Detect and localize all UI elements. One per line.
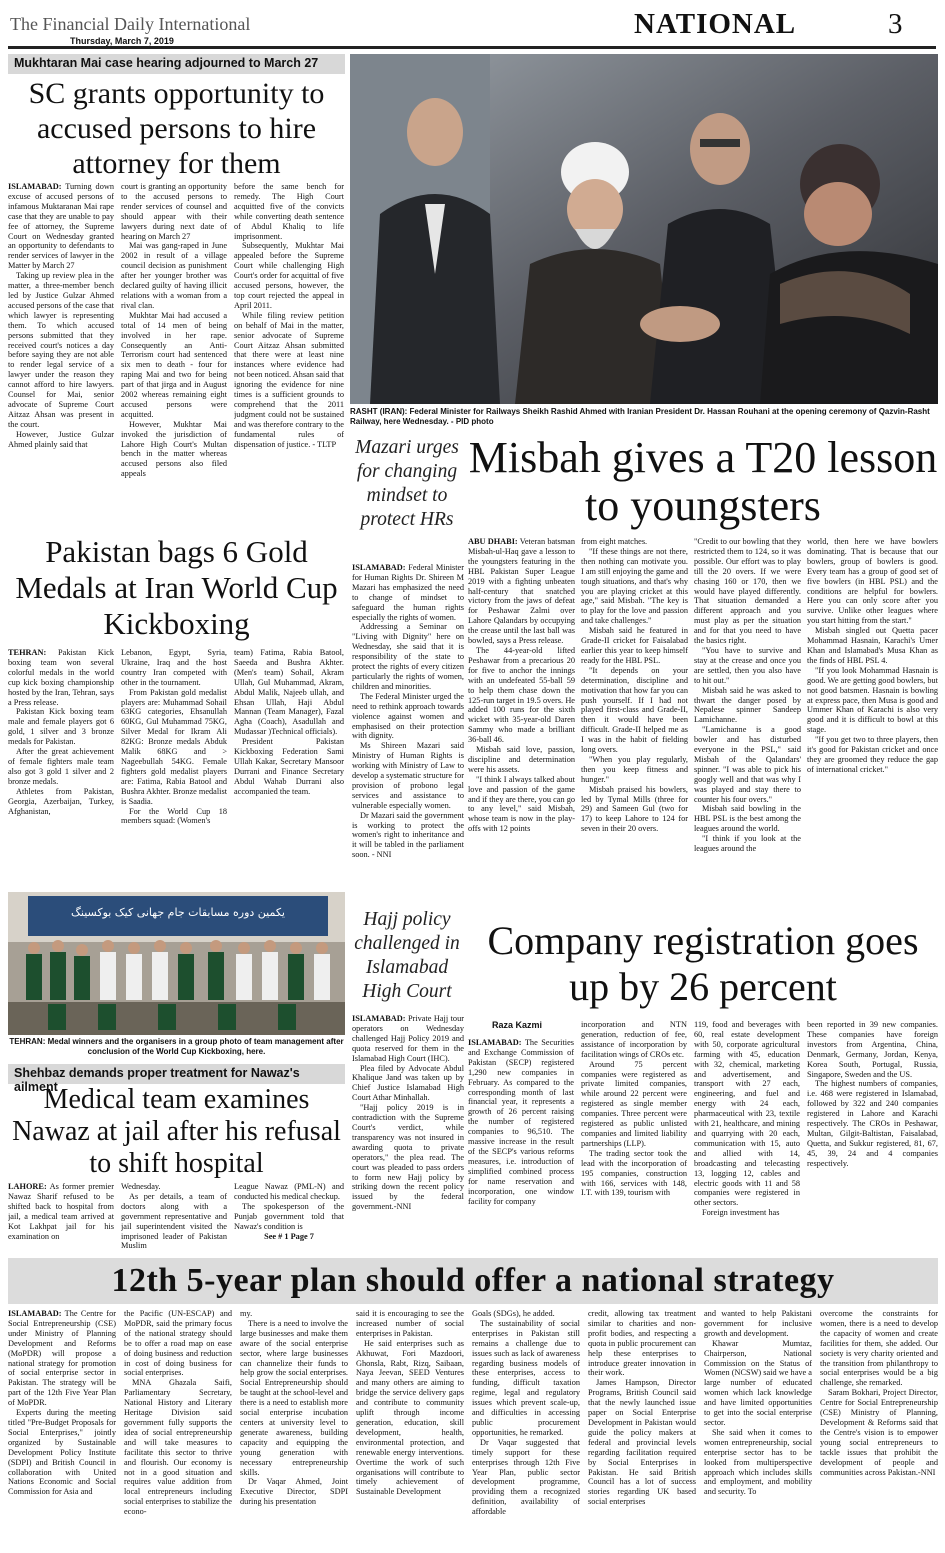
company-headline: Company registration goes up by 26 percent xyxy=(487,918,919,1009)
paragraph: Khawar Mumtaz, Chairperson, National Commission on the Status of Women (NCSW) said we have a large number of educated women which lack knowledge and have limited opportunities to get into the social enterprise sector. xyxy=(704,1338,812,1427)
paragraph: "When you play regularly, then you keep fitness and hunger." xyxy=(581,754,688,784)
kickboxing-col-2 xyxy=(121,648,227,886)
paragraph: and wanted to help Pakistani government for inclusive growth and development. xyxy=(704,1309,812,1338)
see-more-link[interactable]: See # 1 Page 7 xyxy=(264,1231,314,1241)
company-byline: Raza Kazmi xyxy=(492,1020,543,1030)
paragraph: "If you look Mohammad Hasnain is good. We are getting good bowlers, but not good batsmen. Hasnain is bowling at express pace, then Musa is good and Ummer Khan of Karachi is also very good and it is difficult to bowl at this stage. xyxy=(807,665,938,735)
company-dateline: ISLAMABAD: xyxy=(468,1038,522,1047)
sc-headline: SC grants opportunity to accused persons to hire attorney for them xyxy=(28,77,325,180)
paragraph: Wednesday. xyxy=(121,1182,161,1191)
paragraph: before the same bench for remedy. The High Court acquitted five of the convicts while converting death sentence of Abdul Khaliq to life imprisonment. xyxy=(234,182,344,241)
page-number: 3 xyxy=(888,8,903,40)
issue-date: Thursday, March 7, 2019 xyxy=(70,36,174,46)
kickboxing-banner-text: یکمین دوره مسابقات جام جهانی کیک بوکسینگ xyxy=(71,906,285,919)
paragraph: Goals (SDGs), he added. xyxy=(472,1309,555,1318)
paragraph: Mai was gang-raped in June 2002 in result of a village council decision as punishment after her younger brother was declared guilty of having illicit relations with a woman from a rival clan. xyxy=(121,241,227,310)
paragraph: Addressing a Seminar on "Living with Dignity" here on Wednesday, she said that it is responsibility of the state to protect the rights of every citizen particularly the rights of women, children and minorities. xyxy=(352,622,464,691)
paragraph: Taking up review plea in the matter, a three-member bench led by Justice Gulzar Ahmed accused persons of the case that which lawyer is representing them. To which accused persons submitted that they received court's notices a day before saying they are not able to render legal service of a lawyer under the reason they cannot afford to hire lawyers. Counsel for Mai, senior advocate of Supreme Court Aitzaz Ahsan was present in the court. xyxy=(8,271,114,429)
company-col-3 xyxy=(694,1020,800,1252)
paragraph: Pakistan Kick boxing team male and female players got 6 gold, 1 silver and 3 bronze medals for Pakistan. xyxy=(8,707,114,747)
paper-name: The Financial Daily International xyxy=(10,14,251,34)
paragraph: Misbah praised his bowlers, led by Tymal Mills (three for 29) and Sameen Gul (two for 17) to keep Lahore to 124 for seven in their 20 overs. xyxy=(581,784,688,834)
paragraph: Misbah said love, passion, discipline and determination were his assets. xyxy=(468,745,575,774)
nawaz-col-2 xyxy=(121,1182,227,1252)
kickboxing-headline: Pakistan bags 6 Gold Medals at Iran World Cup Kickboxing xyxy=(15,534,338,641)
paragraph: Turning down excuse of accused persons of infamous Muktaranan Mai rape case that they are unable to pay fee of attorney, the Supreme Court on Wednesday granted an opportunity to defendants to render services of lawyer in the Matter by March 27 xyxy=(8,182,114,271)
paragraph: Federal Minister for Human Rights Dr. Shireen M Mazari has emphasized the need to change of mindset to safeguard the human rights especially the rights of women. xyxy=(352,563,464,622)
paragraph: However, Justice Gulzar Ahmed plainly said that xyxy=(8,429,114,449)
paragraph: Misbah said bowling in the HBL PSL is the best among the leagues around the world. xyxy=(694,804,801,834)
paragraph: President Pakistan Kickboxing Federation Sami Ullah Kakar, Secretary Mansoor Durrani and Finance Secretary Abdul Wahab Durrani also accompanied the team. xyxy=(234,737,344,796)
paragraph: "It depends on your determination, discipline and motivation that how far you can push yourself. If I had not played first-class and Grade-II, then it would have been difficult. Grade-II helped me as I was in the habit of fielding long overs. xyxy=(581,665,688,755)
paragraph: As per details, a team of doctors along with a government representative and jail superintendent visited the imprisoned leader of Pakistan Muslim xyxy=(121,1191,227,1251)
nawaz-kicker: Shehbaz demands proper treatment for Nawaz's ailment xyxy=(8,1064,345,1084)
paragraph: She said when it comes to women entrepreneurship, social enterprise sector has to be looked from multiperspective approach which includes skills and employment, and mobility and security. To xyxy=(704,1427,812,1497)
nawaz-col-3 xyxy=(234,1182,344,1252)
kickboxing-col-3 xyxy=(234,648,344,886)
paragraph: "I think if you look at the leagues around the xyxy=(694,834,801,854)
mazari-headline: Mazari urges for changing mindset to protect HRs xyxy=(355,437,459,530)
plan-headline: 12th 5-year plan should offer a national strategy xyxy=(111,1262,835,1299)
paragraph: been reported in 39 new companies. These companies have foreign investors from Argentina, China, Denmark, Germany, Jordan, Kenya, Korea South, Portugal, Russia, Singapore, Sweden and the US. xyxy=(807,1020,938,1079)
misbah-col-2 xyxy=(581,537,688,909)
kickboxing-photo-caption: TEHRAN: Medal winners and the organisers in a group photo of team management after conclusion of the World Cup Kickboxing, here. xyxy=(9,1037,344,1056)
sc-col-2 xyxy=(121,182,227,528)
paragraph: from eight matches. xyxy=(581,537,648,546)
paragraph: Pakistan Kick boxing team won several colorful medals in the world cup kick boxing championship hosted by the Iran, Tehran, says a Press release. xyxy=(8,648,114,707)
hajj-body xyxy=(352,1014,464,1244)
plan-col-5 xyxy=(472,1309,580,1549)
paragraph: The highest numbers of companies, i.e. 468 were registered in Islamabad, followed by 322 and 240 companies registered in Lahore and Karachi respectively. The CROs in Peshawar, Multan, Gilgit-Baltistan, Faisalabad, Quetta, and Sukkur registered, 81, 67, 45, 39, 24 and 4 companies respectively. xyxy=(807,1079,938,1168)
company-col-4 xyxy=(807,1020,938,1252)
misbah-col-1 xyxy=(468,537,575,909)
sc-col-1 xyxy=(8,182,114,528)
paragraph: Misbah singled out Quetta pacer Mohammad Hasnain, Karachi's Umer Khan and Islamabad's Musa Khan as the finds of HBL PSL 4. xyxy=(807,626,938,665)
paragraph: Private Hajj tour operators on Wednesday challenged Hajj Policy 2019 and quota reserved for them in the Islamabad High Court (IHC). xyxy=(352,1014,464,1063)
paragraph: the Pacific (UN-ESCAP) and MoPDR, said the primary focus of the national strategy should be to offer a road map on ease of doing business and reduction in cost of doing business for social enterprises. xyxy=(124,1309,232,1378)
plan-col-3 xyxy=(240,1309,348,1549)
nawaz-col-1 xyxy=(8,1182,114,1252)
nawaz-headline: Medical team examines Nawaz at jail after his refusal to shift hospital xyxy=(12,1084,341,1179)
paragraph: Veteran batsman Misbah-ul-Haq gave a lesson to the youngsters featuring in the HBL Pakistan Super League 2019 with a fighting unbeaten half-century that snatched victory from the jaws of defeat for Peshawar Zalmi over Lahore Qalandars by occupying the crease until the last ball was bowled, says a Press release. xyxy=(468,537,575,646)
plan-col-8 xyxy=(820,1309,938,1549)
paragraph: He said enterprises such as Akhuwat, Fori Mazdoori, Ghonsla, Rabt, Rizq, Saibaan, Naya Jeevan, SEED Ventures and many others are aiming to bridge the service delivery gaps and contribute to community uplift through income generation, education, skill development, health, environmental protection, and renewable energy interventions. Overtime the work of such organisations will contribute to timely achievement of Sustainable Development xyxy=(356,1338,464,1497)
misbah-headline: Misbah gives a T20 lesson to youngsters xyxy=(468,433,938,530)
mazari-body xyxy=(352,563,464,898)
paragraph: Around 75 percent companies were registered as private limited companies, while around 22 percent were registered as single member companies. Three percent were registered as public unlisted companies and limited liability partnerships (LLP). xyxy=(581,1059,687,1148)
paragraph: "You have to survive and stay at the crease and once you are settled, then you also have to hit out." xyxy=(694,645,801,685)
rouhani-photo xyxy=(350,54,938,404)
sc-col-3 xyxy=(234,182,344,528)
plan-col-7 xyxy=(704,1309,812,1549)
paragraph: "If you get two to three players, then it's good for Pakistan cricket and once they are groomed they reduce the gap of international cricket." xyxy=(807,735,938,774)
paragraph: For the World Cup 18 members squad: (Women's xyxy=(121,806,227,826)
paragraph: Mukhtar Mai had accused a total of 14 men of being involved in her rape. Consequently an Anti-Terrorism court had sentenced six men to death - four for raping Mai and two for being part of that jirga and in August 2002 whereas remaining eight accused persons were acquitted. xyxy=(121,310,227,419)
paragraph: my. xyxy=(240,1309,253,1318)
paragraph: Subsequently, Mukhtar Mai appealed before the Supreme Court while challenging High Court's order for acquittal of five accused persons, however, the top court rejected the appeal in April 2011. xyxy=(234,241,344,310)
plan-col-1 xyxy=(8,1309,116,1549)
paragraph: credit, allowing tax treatment similar to charities and non-profit bodies, and respecting a quota in public procurement can help these enterprises to introduce greater innovation in their work. xyxy=(588,1309,696,1378)
section-name: NATIONAL xyxy=(634,8,797,40)
paragraph: 119, food and beverages with 60, real estate development with 50, corporate agricultural farming with 45, education with 32, chemical, marketing and advertisement, and transport with 27 each, engineering, and fuel and energy with 24 each, pharmaceutical with 23, textile with 21, healthcare, and mining and quarrying with 20 each, communication with 15, auto and allied with 14, broadcasting and telecasting 13, logging 12, cables and electric goods with 11 and 58 companies were registered in other sectors. xyxy=(694,1020,800,1208)
paragraph: Ms Shireen Mazari said Ministry of Human Rights is working with Ministry of Law to develop a systematic structure for provision of probono legal services and assistance to vulnerable especially women. xyxy=(352,741,464,810)
rouhani-photo-caption: RASHT (IRAN): Federal Minister for Railways Sheikh Rashid Ahmed with Iranian President Dr. Hassan Rouhani at the opening ceremony of Qazvin-Rasht Railway, here Wednesday. - PID photo xyxy=(350,407,930,426)
paragraph: James Hampson, Director Programs, British Council said that the newly launched issue paper on Social Enterprise Development in Pakistan would guide the policy makers at federal and provincial levels regarding facilitation required by Social Enterprises in Pakistan. He said British Council has a lot of success stories regarding UK based social enterprises xyxy=(588,1378,696,1507)
kickboxing-photo xyxy=(8,892,345,1035)
nawaz-dateline: LAHORE: xyxy=(8,1182,47,1191)
paragraph: Saram Bokhari, Project Director, Centre for Social Entrepreneurship (CSE) Ministry of Planning, Development & Reforms said that the Centre's vision is to empower young social entrepreneurs to tackle issues that prohibit the development of people and communities across Pakistan.-NNI xyxy=(820,1388,938,1477)
company-col-2 xyxy=(581,1020,687,1252)
paragraph: The Centre for Social Entrepreneurship (CSE) under Ministry of Planning Development and Reforms (MoPDR) will propose a national strategy for promotion of social enterprise sector in Pakistan. The strategy will be part of the 12th Five Year Plan of MoPDR. xyxy=(8,1309,116,1408)
paragraph: Dr Vaqar suggested that timely support for these enterprises through 12th Five Year Plan, public sector development programme, providing them a recognized definition, availability of affordable xyxy=(472,1437,580,1517)
kickboxing-col-1 xyxy=(8,648,114,886)
masthead-rule xyxy=(8,46,936,49)
paragraph: "Lamichanne is a good bowler and has disturbed everyone in the PSL," said Misbah of the Qalandars' spinner. "I was able to pick his googly well and that was why I was played and stay there to counter his four overs." xyxy=(694,725,801,804)
paragraph: There is a need to involve the large businesses and make them aware of the social enterprise sector, where large businesses can channelize their funds to help grow the social enterprises. Social Entrepreneurship should be taught at the school-level and there is a need to establish more social enterprise incubation centers at university level to generate awareness, building capacity and equipping the young generation with necessary entrepreneurship skills. xyxy=(240,1318,348,1477)
paragraph: Dr Mazari said the government is working to protect the women's right to inheritance and it will be tabled in the parliament soon. - NNI xyxy=(352,810,464,860)
paragraph: As former premier Nawaz Sharif refused to be shifted back to hospital from jail, a medical team arrived at Kot Lakhpat jail for his examination on xyxy=(8,1182,114,1241)
rouhani-photo-art xyxy=(350,54,938,404)
paragraph: overcome the constraints for women, there is a need to develop the capacity of women and create facilities for them, she added. Our society is very charity oriented and the transition from philanthropy to social enterprises would be a big challenge, she remarked. xyxy=(820,1309,938,1388)
paragraph: After the great achievement of female fighters male team also got 3 gold 1 silver and 2 bronze medals. xyxy=(8,747,114,786)
paragraph: From Pakistan gold medalist players are: Muhammad Sohail 63KG categories, Ehsanullah 60KG, Gul Muhammad 75KG, Silver Medal for Ikram Ali 82KG: Bronze medals Abduk Malik 68KG and > Nageebullah 54KG. Female fighters gold medalist players are: Fatima, Rabia Batool and Bushra Akhter. Bronze medalist is Saadia. xyxy=(121,687,227,806)
paragraph: Dr Vaqar Ahmed, Joint Executive Director, SDPI during his presentation xyxy=(240,1477,348,1507)
paragraph: "Credit to our bowling that they restricted them to 124, so it was possible. Our effort was to play till the 20 overs. If we were chasing 160 or 170, then we would have played differently. That situation demanded a different approach and you must play as per the situation and for that you need to have the basics right. xyxy=(694,537,801,646)
paragraph: The Federal Minister urged the need to rethink approach towards violence against women and emphasised on their protection with dignity. xyxy=(352,691,464,741)
misbah-col-4 xyxy=(807,537,938,909)
paragraph: Experts during the meeting titled "Pre-Budget Proposals for Social Enterprises," jointly organized by Sustainable Development Policy Institute (SDPI) and British Council in collaboration with United Nations Economic and Social Commission for Asia and xyxy=(8,1408,116,1497)
paragraph: Plea filed by Advocate Abdul Khalique Jand was taken up by Chief Justice Islamabad High Court Athar Minhallah. xyxy=(352,1063,464,1103)
paragraph: Misbah said he featured in Grade-II cricket for Faisalabad earlier this year to keep himself ready for the HBL PSL. xyxy=(581,626,688,665)
paragraph: "If these things are not there, then nothing can motivate you. I am still enjoying the game and tough situations, and that's why you are playing cricket at this age," said Misbah. "The key is to play for the love and passion and take challenges." xyxy=(581,546,688,626)
paragraph: court is granting an opportunity to the accused persons to render services of counsel and should appear with their lawyers during next date of hearing on March 27 xyxy=(121,182,227,241)
paragraph: incorporation and NTN generation, reduction of fee, assistance of incorporation by facilitation wings of CROs etc. xyxy=(581,1020,687,1059)
sc-kicker: Mukhtaran Mai case hearing adjourned to March 27 xyxy=(8,54,345,74)
hajj-headline: Hajj policy challenged in Islamabad High Court xyxy=(354,909,460,1002)
paragraph: said it is encouraging to see the increased number of social enterprises in Pakistan. xyxy=(356,1309,464,1338)
company-col-1 xyxy=(468,1038,574,1252)
paragraph: The sustainability of social enterprises in Pakistan still remains a challenge due to issues such as lack of awareness regarding business models of these enterprises, access to funding, difficult taxation regime, legal and regulatory issues which prevent scale-up, and difficulties in accessing public procurement opportunities, he remarked. xyxy=(472,1318,580,1437)
mazari-dateline: ISLAMABAD: xyxy=(352,563,406,572)
sc-dateline: ISLAMABAD: xyxy=(8,182,62,191)
paragraph: Foreign investment has xyxy=(702,1208,780,1218)
plan-col-2 xyxy=(124,1309,232,1549)
paragraph: The Securities and Exchange Commission of Pakistan (SECP) registered 1,290 new companies in February. As compared to the corresponding month of last financial year, it represents a growth of 26 percent raising the number of registered companies to 96,510. The massive increase in the result of the SECP's various reforms measures, i.e. introduction of simplified combined process for name reservation and incorporation, one window facility for company xyxy=(468,1038,574,1206)
masthead xyxy=(8,6,938,48)
paragraph: team) Fatima, Rabia Batool, Saeeda and Bushra Akhter. (Men's team) Sohail, Akram Ullah, Gul Muhammad, Akram, Abdul Malik, Najeeb ullah, and Ehsan Ullah, Haji Abdul Mannan (Team Manager), Fazal Agha (Coach), Asadullah and Mudassar )Technical officials). xyxy=(234,648,344,737)
paragraph: Misbah said he was asked to thwart the danger posed by Nepalese spinner Sandeep Lamichanne. xyxy=(694,685,801,725)
kickboxing-dateline: TEHRAN: xyxy=(8,648,47,657)
paragraph: The spokesperson of the Punjab government told that Nawaz's condition is xyxy=(234,1201,344,1231)
misbah-dateline: ABU DHABI: xyxy=(468,537,518,546)
paragraph: MNA Ghazala Saifi, Parliamentary Secretary, National History and Literary Heritage Division said government fully supports the idea of social entrepreneurship and will take measures to facilitate this sector to thrive and flourish. Our economy is not in a good situation and requires value addition from local entrepreneurs including social enterprises to stabilize the econo- xyxy=(124,1378,232,1517)
paragraph: League Nawaz (PML-N) and conducted his medical checkup. xyxy=(234,1182,344,1201)
paragraph: "I think I always talked about love and passion of the game and if they are there, you can go to any level," said Misbah, whose team is now in the play-offs with 12 points xyxy=(468,774,575,834)
paragraph: Lebanon, Egypt, Syria, Ukraine, Iraq and the host country Iran competed with other in the tournament. xyxy=(121,648,227,687)
plan-col-4 xyxy=(356,1309,464,1549)
misbah-col-3 xyxy=(694,537,801,909)
plan-col-6 xyxy=(588,1309,696,1549)
paragraph: "Hajj policy 2019 is in contradiction with the Supreme Court's verdict, while transparency was not insured in awarding quota to private operators," the plea read. The court was pleaded to pass orders to form new Hajj policy by striking down the recent policy issued by the federal government.-NNI xyxy=(352,1103,464,1212)
paragraph: However, Mukhtar Mai invoked the jurisdiction of Lahore High Court's Multan bench in the matter whereas accused persons also filed appeals xyxy=(121,419,227,479)
paragraph: The trading sector took the lead with the incorporation of 195 companies, construction with 166, services with 148, I.T. with 139, tourism with xyxy=(581,1148,687,1198)
paragraph: Athletes from Pakistan, Georgia, Azerbaijan, Turkey, Afghanistan, xyxy=(8,786,114,816)
hajj-dateline: ISLAMABAD: xyxy=(352,1014,406,1023)
paragraph: world, then here we have bowlers dominating. That is because that our bowlers, group of bowlers is good. Every team has a group of good set of five bowlers (in HBL PSL) and the conditions are helpful for bowlers. Here you can only score after you survive. Unlike other leagues where you start hitting from the start." xyxy=(807,537,938,626)
paragraph: While filing review petition on behalf of Mai in the matter, senior advocate of Supreme Court Aitzaz Ahsan submitted that there were at least nine instances where evidence had not been noticed. Ahsan said that ignoring the evidence for nine times is a sufficient grounds to comprehend that the 2011 judgment could not be sustained and was therefore contrary to the fundamental rules of dispensation of justice. - TLTP xyxy=(234,310,344,449)
plan-dateline: ISLAMABAD: xyxy=(8,1309,62,1318)
paragraph: The 44-year-old lifted Peshawar from a precarious 20 for five to anchor the innings with an undefeated 55-ball 59 to help them chase down the 125-run target in 19.5 overs. He added 100 runs for the sixth wicket with 35-year-old Daren Sammy who made a brilliant 36-ball 46. xyxy=(468,645,575,745)
